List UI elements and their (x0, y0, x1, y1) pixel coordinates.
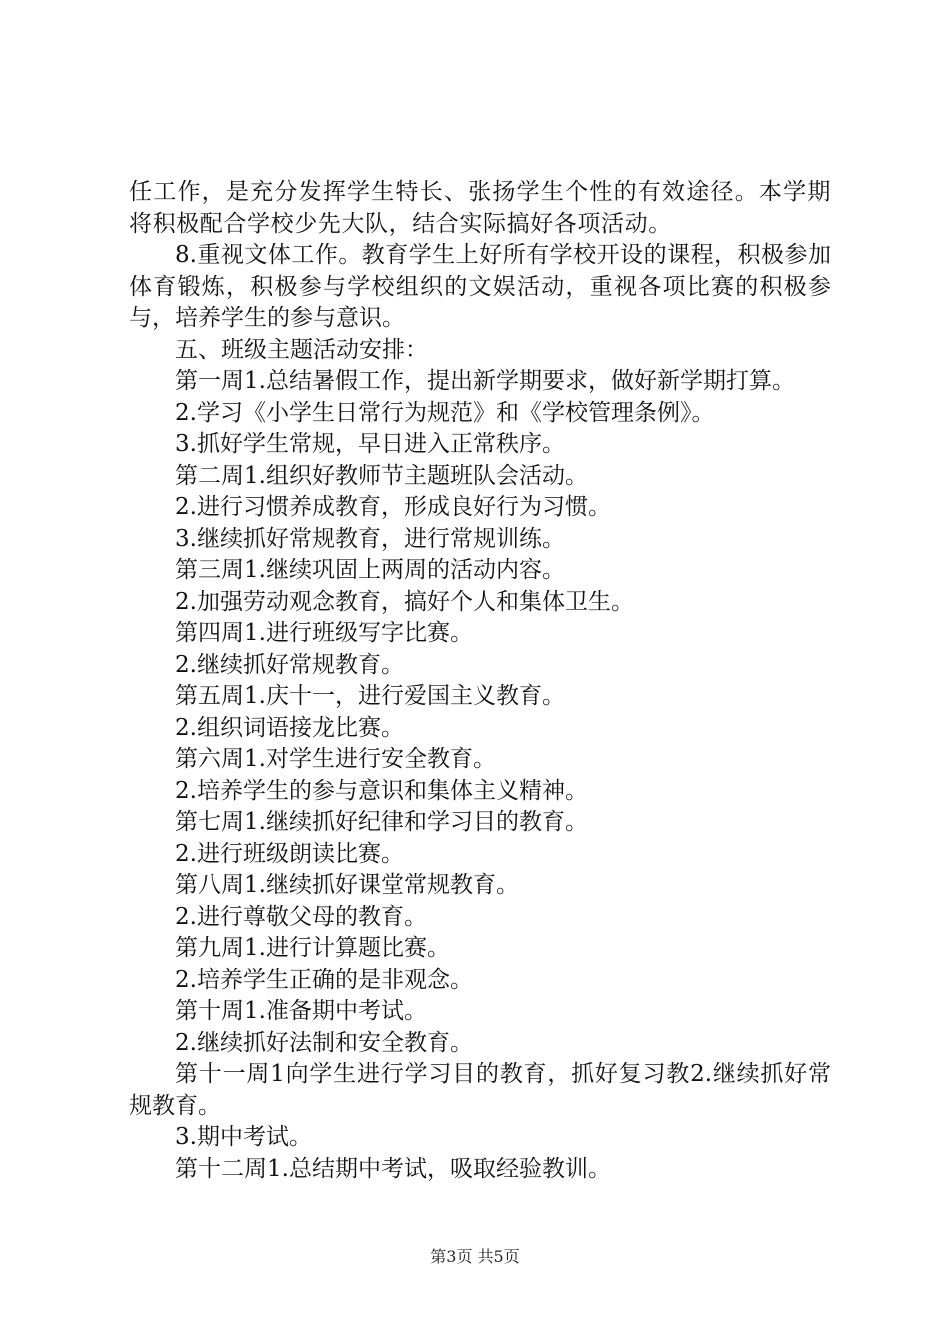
week-item: 2.培养学生的参与意识和集体主义精神。 (175, 777, 588, 804)
week-item: 第十周1.准备期中考试。 (175, 998, 427, 1024)
week-item: 3.期中考试。 (175, 1124, 312, 1150)
body-text (129, 177, 831, 1185)
week-item: 第六周1.对学生进行安全教育。 (175, 746, 496, 772)
week-item: 2.继续抓好常规教育。 (175, 651, 404, 678)
week-item: 第九周1.进行计算题比赛。 (175, 935, 450, 961)
section-heading: 五、班级主题活动安排： (175, 336, 428, 363)
week-item: 第十一周1向学生进行学习目的教育，抓好复习教2.继续抓好常规教育。 (129, 1061, 831, 1119)
page-number-footer: 第3页 共5页 (430, 1247, 520, 1266)
week-item: 3.抓好学生常规，早日进入正常秩序。 (175, 431, 565, 457)
week-item: 第五周1.庆十一，进行爱国主义教育。 (175, 683, 565, 709)
week-item: 第七周1.继续抓好纪律和学习目的教育。 (175, 809, 588, 835)
week-item: 2.进行习惯养成教育，形成良好行为习惯。 (175, 494, 611, 520)
paragraph: 任工作，是充分发挥学生特长、张扬学生个性的有效途径。本学期将积极配合学校少先大队，结合实际搞好各项活动。 (129, 179, 831, 237)
week-item: 2.学习《小学生日常行为规范》和《学校管理条例》。 (175, 399, 715, 426)
week-item: 2.组织词语接龙比赛。 (175, 714, 404, 741)
week-item: 第八周1.继续抓好课堂常规教育。 (175, 872, 519, 898)
week-item: 3.继续抓好常规教育，进行常规训练。 (175, 525, 565, 552)
week-item: 第十二周1.总结期中考试，吸取经验教训。 (175, 1155, 611, 1182)
paragraph: 8.重视文体工作。教育学生上好所有学校开设的课程，积极参加体育锻炼，积极参与学校组织的文娱活动，重视各项比赛的积极参与，培养学生的参与意识。 (129, 242, 831, 331)
week-item: 第三周1.继续巩固上两周的活动内容。 (175, 557, 565, 583)
week-item: 2.培养学生正确的是非观念。 (175, 966, 473, 993)
week-item: 2.进行尊敬父母的教育。 (175, 903, 427, 930)
week-item: 第四周1.进行班级写字比赛。 (175, 620, 473, 646)
week-item: 第一周1.总结暑假工作，提出新学期要求，做好新学期打算。 (175, 368, 795, 394)
week-item: 2.加强劳动观念教育，搞好个人和集体卫生。 (175, 588, 634, 615)
week-item: 第二周1.组织好教师节主题班队会活动。 (175, 462, 588, 489)
week-item: 2.继续抓好法制和安全教育。 (175, 1029, 473, 1056)
week-item: 2.进行班级朗读比赛。 (175, 840, 404, 867)
